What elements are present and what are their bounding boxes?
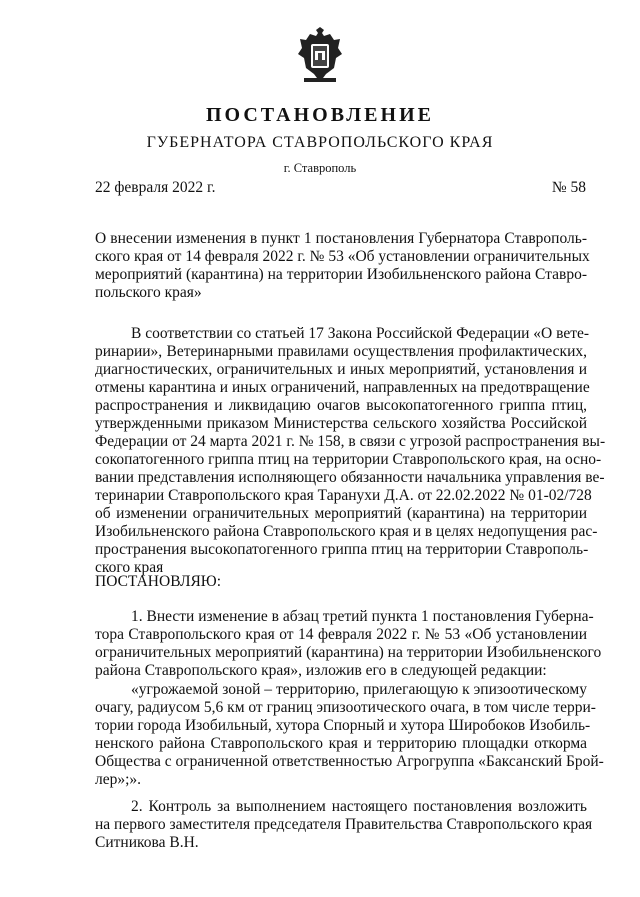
item1-line: 1. Внести изменение в абзац третий пункта 1 постановления Губерна- — [131, 608, 594, 625]
quote-line: лер»;». — [95, 771, 142, 788]
preamble-line: ринарии», Ветеринарными правилами осуществления профилактических, — [95, 343, 587, 360]
item2-line: 2. Контроль за выполнением настоящего постановления возложить — [131, 798, 587, 815]
preamble-line: диагностических, ограничительных и иных мероприятий, установления и — [95, 361, 587, 378]
document-type-heading: ПОСТАНОВЛЕНИЕ — [206, 104, 434, 126]
coat-of-arms-emblem — [296, 26, 344, 88]
item1-line: тора Ставропольского края от 14 февраля 2022 г. № 53 «Об установлении — [95, 626, 587, 643]
preamble-line: пространения высокопатогенного гриппа птиц на территории Ставрополь- — [95, 541, 589, 558]
city-label: г. Ставрополь — [283, 161, 357, 175]
quote-line: очагу, радиусом 5,6 км от границ эпизоотического очага, в том числе терри- — [95, 699, 596, 716]
preamble-line: об изменении ограничительных мероприятий (карантина) на территории — [95, 505, 587, 522]
quote-line: тории города Изобильный, хутора Спорный и хутора Широбоков Изобиль- — [95, 717, 591, 734]
document-date: 22 февраля 2022 г. — [95, 179, 216, 196]
item1-line: района Ставропольского края», изложив его в следующей редакции: — [95, 662, 547, 679]
preamble-line: утвержденными приказом Министерства сельского хозяйства Российской — [95, 415, 587, 432]
preamble-line: В соответствии со статьей 17 Закона Российской Федерации «О вете- — [131, 325, 590, 342]
quote-line: ненского района Ставропольского края и территорию площадки откорма — [95, 735, 587, 752]
preamble-line: распространения и ликвидацию очагов высокопатогенного гриппа птиц, — [95, 397, 587, 414]
document-number: № 58 — [551, 179, 586, 196]
preamble-line: ского края — [95, 559, 164, 576]
title-line: мероприятий (карантина) на территории Изобильненского района Ставро- — [95, 266, 587, 283]
quote-line: Общества с ограниченной ответственностью Агрогруппа «Баксанский Брой- — [95, 753, 604, 770]
title-line: ского края от 14 февраля 2022 г. № 53 «Об установлении ограничительных — [95, 248, 590, 265]
title-line: польского края» — [95, 284, 202, 301]
title-line: О внесении изменения в пункт 1 постановления Губернатора Ставрополь- — [95, 230, 587, 247]
preamble-line: Федерации от 24 марта 2021 г. № 158, в связи с угрозой распространения вы- — [95, 433, 606, 450]
item2-line: Ситникова В.Н. — [95, 834, 199, 851]
decree-heading: ПОСТАНОВЛЯЮ: — [95, 573, 222, 590]
preamble-line: отмены карантина и иных ограничений, направленных на предотвращение — [95, 379, 590, 396]
preamble-line: сокопатогенного гриппа птиц на территории Ставропольского края, на осно- — [95, 451, 602, 468]
quote-line: «угрожаемой зоной – территорию, прилегающую к эпизоотическому — [131, 681, 587, 698]
preamble-line: теринарии Ставропольского края Таранухи Д.А. от 22.02.2022 № 01-02/728 — [95, 487, 592, 504]
item2-line: на первого заместителя председателя Правительства Ставропольского края — [95, 816, 593, 833]
issuer-heading: ГУБЕРНАТОРА СТАВРОПОЛЬСКОГО КРАЯ — [146, 134, 494, 151]
item1-line: ограничительных мероприятий (карантина) на территории Изобильненского — [95, 644, 602, 661]
preamble-line: вании представления исполняющего обязанности начальника управления ве- — [95, 469, 605, 486]
preamble-line: Изобильненского района Ставропольского края и в целях недопущения рас- — [95, 523, 598, 540]
